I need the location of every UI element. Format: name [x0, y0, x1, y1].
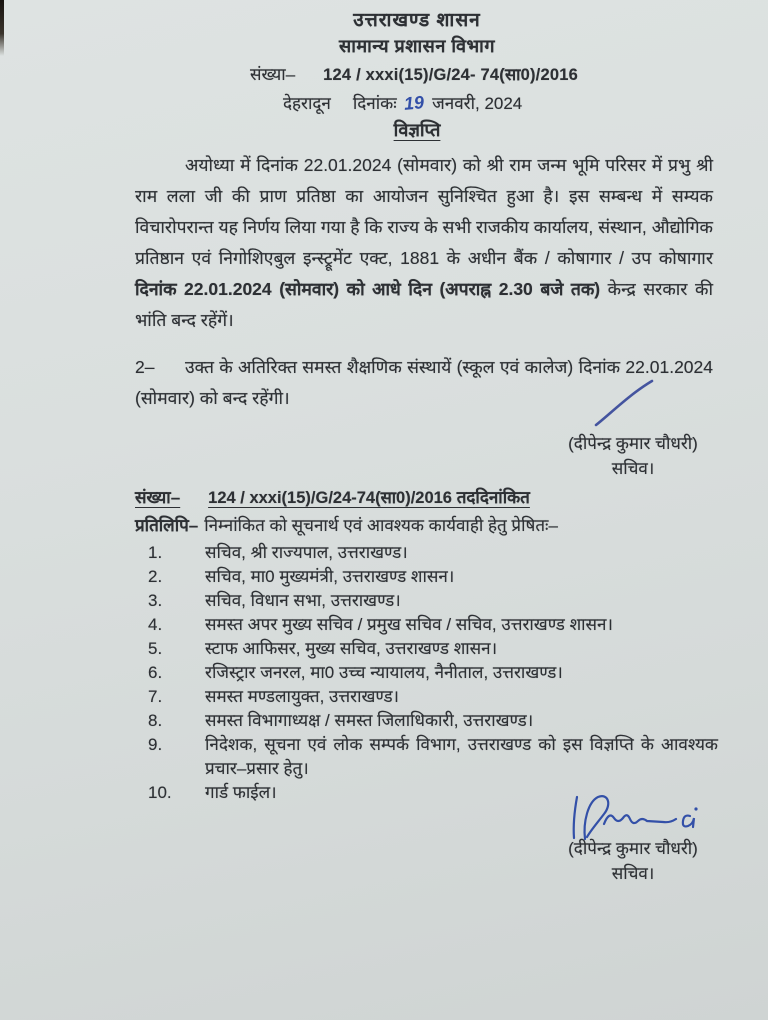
- item-text: गार्ड फाईल।: [205, 783, 277, 802]
- notice-title: विज्ञप्ति: [393, 120, 441, 140]
- department-name: सामान्य प्रशासन विभाग: [339, 36, 495, 56]
- item-text: समस्त अपर मुख्य सचिव / प्रमुख सचिव / सचिव, उत्तराखण्ड शासन।: [205, 615, 613, 634]
- copy-text: निम्नांकित को सूचनार्थ एवं आवश्यक कार्यवाही हेतु प्रेषितः–: [204, 516, 558, 535]
- item-number: 3.: [148, 591, 163, 610]
- list-item: [148, 613, 718, 637]
- list-item: [148, 637, 718, 661]
- ref2-suffix: तददिनांकित: [451, 488, 530, 507]
- ref-label: संख्या–: [250, 65, 296, 84]
- signatory-block-2: [548, 836, 718, 886]
- list-item: [148, 541, 718, 565]
- paragraph-1: [135, 150, 713, 336]
- reference-number-line-2: [135, 485, 530, 508]
- signature-slash-mark: [592, 378, 658, 433]
- item-number: 4.: [148, 615, 163, 634]
- para1-text-bold: दिनांक 22.01.2024 (सोमवार) को आधे दिन (अपराह्न 2.30 बजे तक): [135, 279, 601, 299]
- para2-text: उक्त के अतिरिक्त समस्त शैक्षणिक संस्थायें (स्कूल एवं कालेज) दिनांक 22.01.2024 (सोमवार) को बन्द रहेंगी।: [135, 357, 713, 408]
- copy-label: प्रतिलिपि–: [135, 516, 199, 535]
- list-item: [148, 589, 718, 613]
- item-number: 8.: [148, 711, 163, 730]
- item-number: 10.: [148, 783, 172, 802]
- list-item: [148, 565, 718, 589]
- place-name: देहरादून: [283, 94, 331, 113]
- item-number: 2.: [148, 567, 163, 586]
- para2-number: 2–: [135, 357, 155, 377]
- date-line: [283, 91, 522, 114]
- item-number: 5.: [148, 639, 163, 658]
- signatory-name: (दीपेन्द्र कुमार चौधरी): [568, 839, 698, 858]
- ref2-label: संख्या–: [135, 488, 181, 507]
- item-text: रजिस्ट्रार जनरल, मा0 उच्च न्यायालय, नैनीताल, उत्तराखण्ड।: [205, 663, 563, 682]
- item-number: 7.: [148, 687, 163, 706]
- date-month-year: जनवरी, 2024: [432, 94, 523, 113]
- list-item: [148, 733, 718, 781]
- para1-text-a: अयोध्या में दिनांक 22.01.2024 (सोमवार) को श्री राम जन्म भूमि परिसर में प्रभु श्री राम लला जी की प्राण प्रतिष्ठा का आयोजन सुनिश्चित हुआ है। इस सम्बन्ध में सम्यक विचारोपरान्त यह निर्णय लिया गया है कि राज्य के सभी राजकीय कार्यालय, संस्थान, औद्योगिक प्रतिष्ठान एवं निगोशिएबुल इन्स्ट्रूमेंट एक्ट, 1881 के अधीन बैंक / कोषागार / उप कोषागार: [135, 155, 713, 268]
- para1-text-c: केन्द्र सरकार की भांति बन्द रहेंगें।: [135, 279, 713, 330]
- signatory-block-1: [548, 431, 718, 481]
- item-text: समस्त मण्डलायुक्त, उत्तराखण्ड।: [205, 687, 399, 706]
- org-name: उत्तराखण्ड शासन: [353, 10, 481, 31]
- signatory-name: (दीपेन्द्र कुमार चौधरी): [568, 434, 698, 453]
- item-number: 1.: [148, 543, 163, 562]
- item-text: सचिव, विधान सभा, उत्तराखण्ड।: [205, 591, 401, 610]
- copy-to-line: [135, 513, 558, 536]
- list-item: [148, 685, 718, 709]
- item-number: 9.: [148, 735, 163, 754]
- ref-number: 124 / xxxi(15)/G/24- 74(सा0)/2016: [323, 66, 578, 84]
- item-text: समस्त विभागाध्यक्ष / समस्त जिलाधिकारी, उत्तराखण्ड।: [205, 711, 534, 730]
- date-label: दिनांकः: [352, 94, 397, 113]
- scan-corner-shadow: [0, 0, 4, 56]
- signatory-title: सचिव।: [611, 864, 655, 883]
- list-item: [148, 661, 718, 685]
- item-text: निदेशक, सूचना एवं लोक सम्पर्क विभाग, उत्तराखण्ड को इस विज्ञप्ति के आवश्यक प्रचार–प्रसार हेतु।: [205, 735, 718, 778]
- ref2-number: 124 / xxxi(15)/G/24-74(सा0)/2016: [208, 489, 452, 507]
- item-text: सचिव, मा0 मुख्यमंत्री, उत्तराखण्ड शासन।: [205, 567, 455, 586]
- list-item: [148, 709, 718, 733]
- handwritten-day: 19: [403, 92, 426, 114]
- item-text: सचिव, श्री राज्यपाल, उत्तराखण्ड।: [205, 543, 408, 562]
- reference-number-line: [250, 62, 578, 85]
- item-number: 6.: [148, 663, 163, 682]
- recipients-list: [148, 541, 718, 805]
- item-text: स्टाफ आफिसर, मुख्य सचिव, उत्तराखण्ड शासन।: [205, 639, 498, 658]
- signatory-title: सचिव।: [611, 459, 655, 478]
